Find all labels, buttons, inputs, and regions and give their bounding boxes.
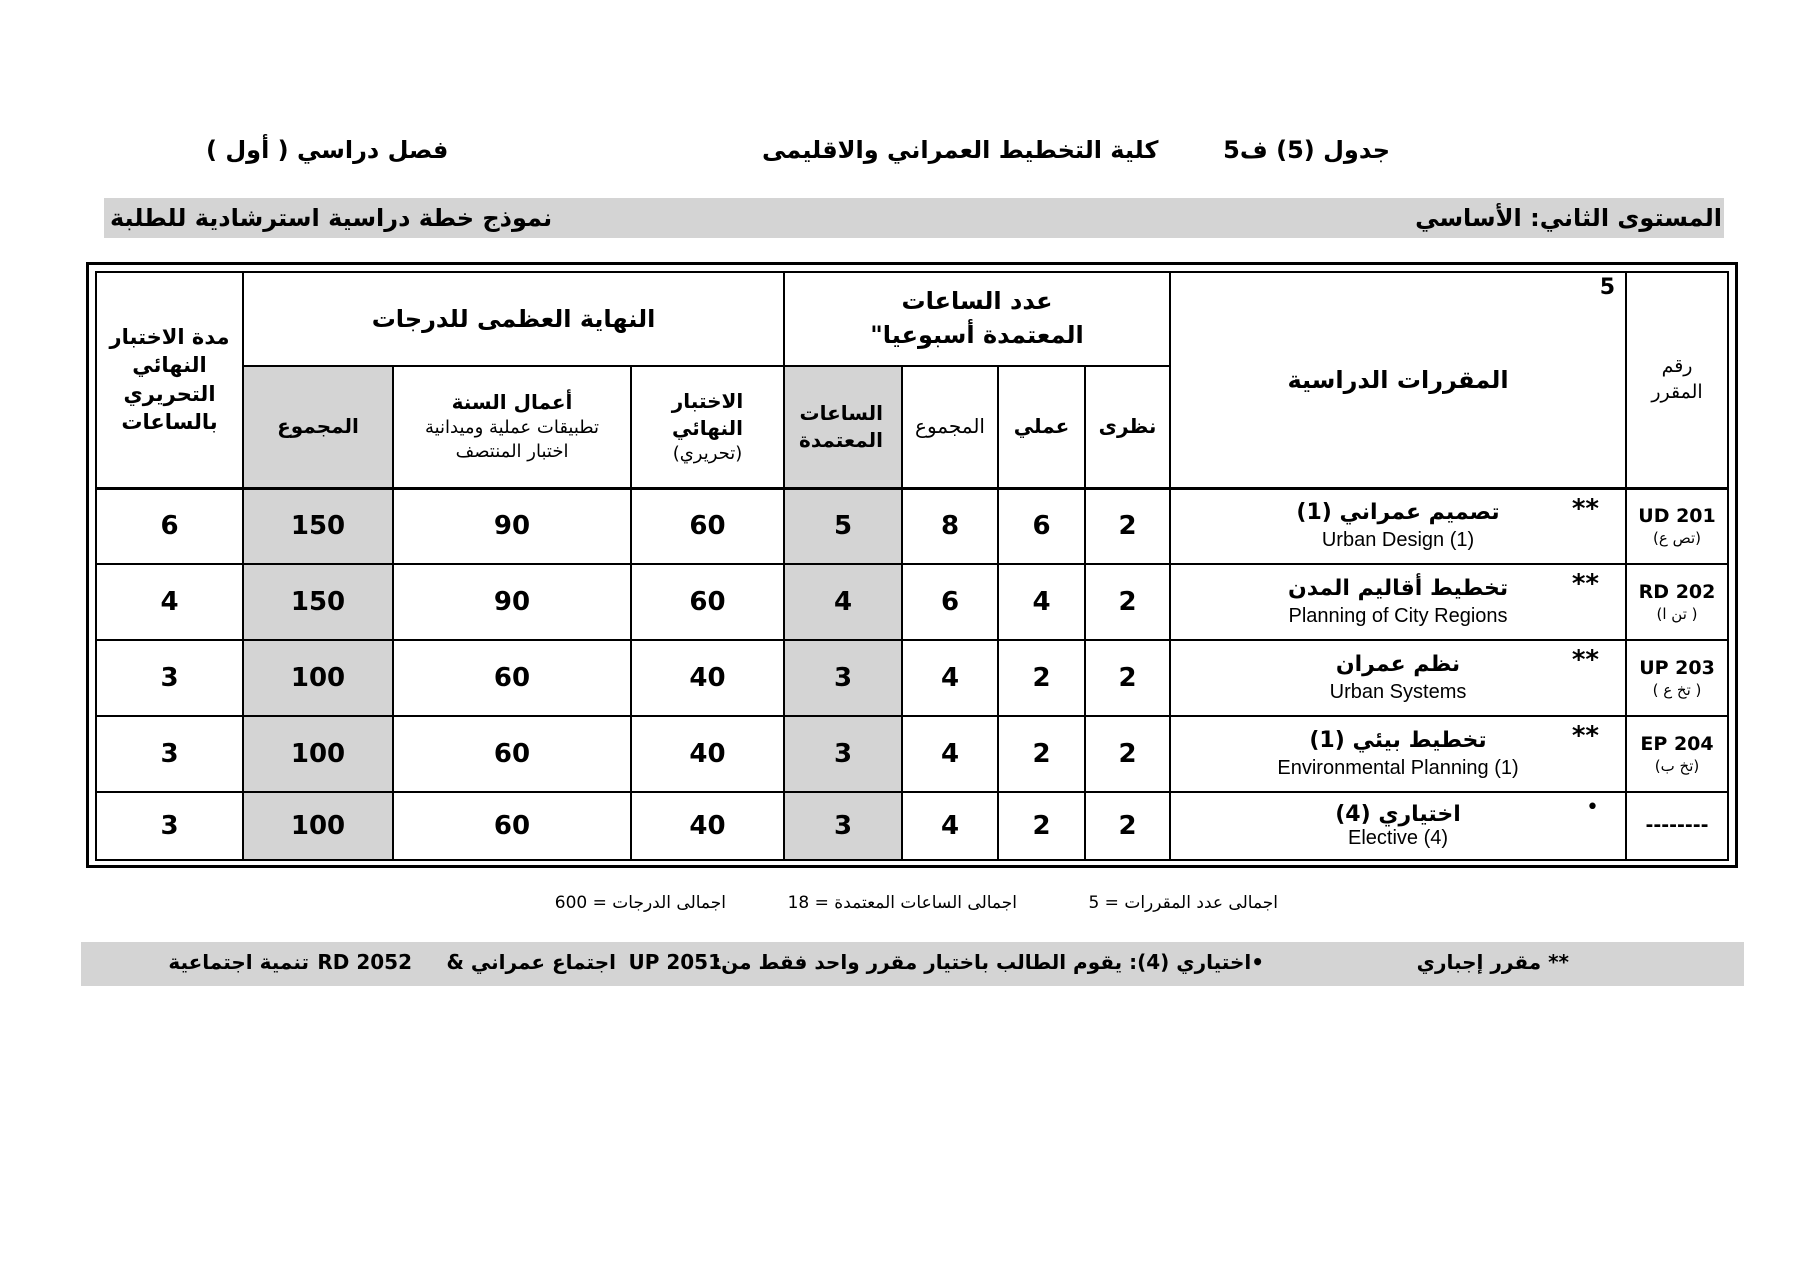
course-code: UP 203 ( تخ ع )	[1626, 640, 1728, 716]
compulsory-note: ** مقرر إجباري	[1416, 950, 1569, 974]
practical-value: 6	[998, 488, 1085, 564]
course-name: ** تخطيط أقاليم المدن Planning of City Regions	[1170, 564, 1626, 640]
course-name: ** نظم عمران Urban Systems	[1170, 640, 1626, 716]
col-year-work: أعمال السنة تطبيقات عملية وميدانية اختبار المنتصف	[393, 366, 631, 488]
final-value: 60	[631, 488, 784, 564]
table-row	[96, 564, 1728, 640]
practical-value: 2	[998, 716, 1085, 792]
duration-value: 3	[96, 792, 243, 860]
option1-code: UP 2051	[628, 950, 722, 974]
final-value: 60	[631, 564, 784, 640]
table-row	[96, 792, 1728, 860]
total-grades: اجمالى الدرجات = 600	[554, 893, 726, 913]
header-row-1	[96, 272, 1728, 366]
option2-name: تنمية اجتماعية	[168, 950, 309, 974]
course-code: UD 201 (تص ع)	[1626, 488, 1728, 564]
practical-value: 2	[998, 792, 1085, 860]
col-course-no: رقم المقرر	[1626, 272, 1728, 488]
col-exam-duration: مدة الاختبار النهائي التحريري بالساعات	[96, 272, 243, 488]
total-credit-hours: اجمالى الساعات المعتمدة = 18	[787, 893, 1017, 913]
option2-code: RD 2052	[317, 950, 412, 974]
table-row	[96, 640, 1728, 716]
credit-value: 3	[784, 716, 902, 792]
col-courses: 5 المقررات الدراسية	[1170, 272, 1626, 488]
col-sum: المجموع	[902, 366, 998, 488]
final-value: 40	[631, 716, 784, 792]
course-name: ** تصميم عمراني (1) Urban Design (1)	[1170, 488, 1626, 564]
course-code: RD 202 ( تن ا)	[1626, 564, 1728, 640]
total-value: 100	[243, 792, 393, 860]
theory-value: 2	[1085, 716, 1170, 792]
final-value: 40	[631, 640, 784, 716]
duration-value: 3	[96, 716, 243, 792]
col-final-exam: الاختبار النهائي (تحريري)	[631, 366, 784, 488]
year-work-value: 60	[393, 716, 631, 792]
total-value: 100	[243, 716, 393, 792]
footer-band	[81, 942, 1744, 986]
col-theory: نظرى	[1085, 366, 1170, 488]
plan-title: نموذج خطة دراسية استرشادية للطلبة	[110, 204, 553, 232]
sum-value: 4	[902, 640, 998, 716]
course-name: • اختياري (4) Elective (4)	[1170, 792, 1626, 860]
credit-value: 3	[784, 640, 902, 716]
sum-value: 6	[902, 564, 998, 640]
credit-value: 3	[784, 792, 902, 860]
semester-label: فصل دراسي ( أول )	[206, 136, 449, 164]
course-code: --------	[1626, 792, 1728, 860]
credit-value: 4	[784, 564, 902, 640]
practical-value: 4	[998, 564, 1085, 640]
total-value: 100	[243, 640, 393, 716]
duration-value: 6	[96, 488, 243, 564]
final-value: 40	[631, 792, 784, 860]
sum-value: 4	[902, 792, 998, 860]
amp-sign: &	[446, 950, 464, 974]
table-row	[96, 488, 1728, 564]
sum-value: 8	[902, 488, 998, 564]
total-courses: اجمالى عدد المقررات = 5	[1088, 893, 1278, 913]
table-row	[96, 716, 1728, 792]
elective-note: •اختياري (4): يقوم الطالب باختيار مقرر واحد فقط من:	[713, 950, 1264, 974]
credit-value: 5	[784, 488, 902, 564]
college-name: كلية التخطيط العمراني والاقليمى	[762, 136, 1159, 164]
bullet-icon: •	[1586, 795, 1600, 820]
year-work-value: 90	[393, 488, 631, 564]
study-plan-table	[95, 271, 1729, 861]
year-work-value: 60	[393, 792, 631, 860]
col-practical: عملي	[998, 366, 1085, 488]
total-value: 150	[243, 564, 393, 640]
theory-value: 2	[1085, 792, 1170, 860]
duration-value: 4	[96, 564, 243, 640]
practical-value: 2	[998, 640, 1085, 716]
courses-count: 5	[1599, 275, 1616, 300]
total-value: 150	[243, 488, 393, 564]
theory-value: 2	[1085, 640, 1170, 716]
col-credit-hours: الساعات المعتمدة	[784, 366, 902, 488]
level-label: المستوى الثاني: الأساسي	[1415, 204, 1722, 232]
duration-value: 3	[96, 640, 243, 716]
option1-name: اجتماع عمراني	[470, 950, 616, 974]
table-id: جدول (5) ف5	[1223, 136, 1390, 164]
course-name: ** تخطيط بيئي (1) Environmental Planning (1)	[1170, 716, 1626, 792]
theory-value: 2	[1085, 488, 1170, 564]
col-max-grades-group: النهاية العظمى للدرجات	[243, 272, 784, 366]
year-work-value: 60	[393, 640, 631, 716]
theory-value: 2	[1085, 564, 1170, 640]
col-credit-hours-group: عدد الساعات المعتمدة أسبوعيا"	[784, 272, 1170, 366]
sum-value: 4	[902, 716, 998, 792]
col-total: المجموع	[243, 366, 393, 488]
course-code: EP 204 (تخ ب)	[1626, 716, 1728, 792]
year-work-value: 90	[393, 564, 631, 640]
level-band	[104, 198, 1724, 238]
